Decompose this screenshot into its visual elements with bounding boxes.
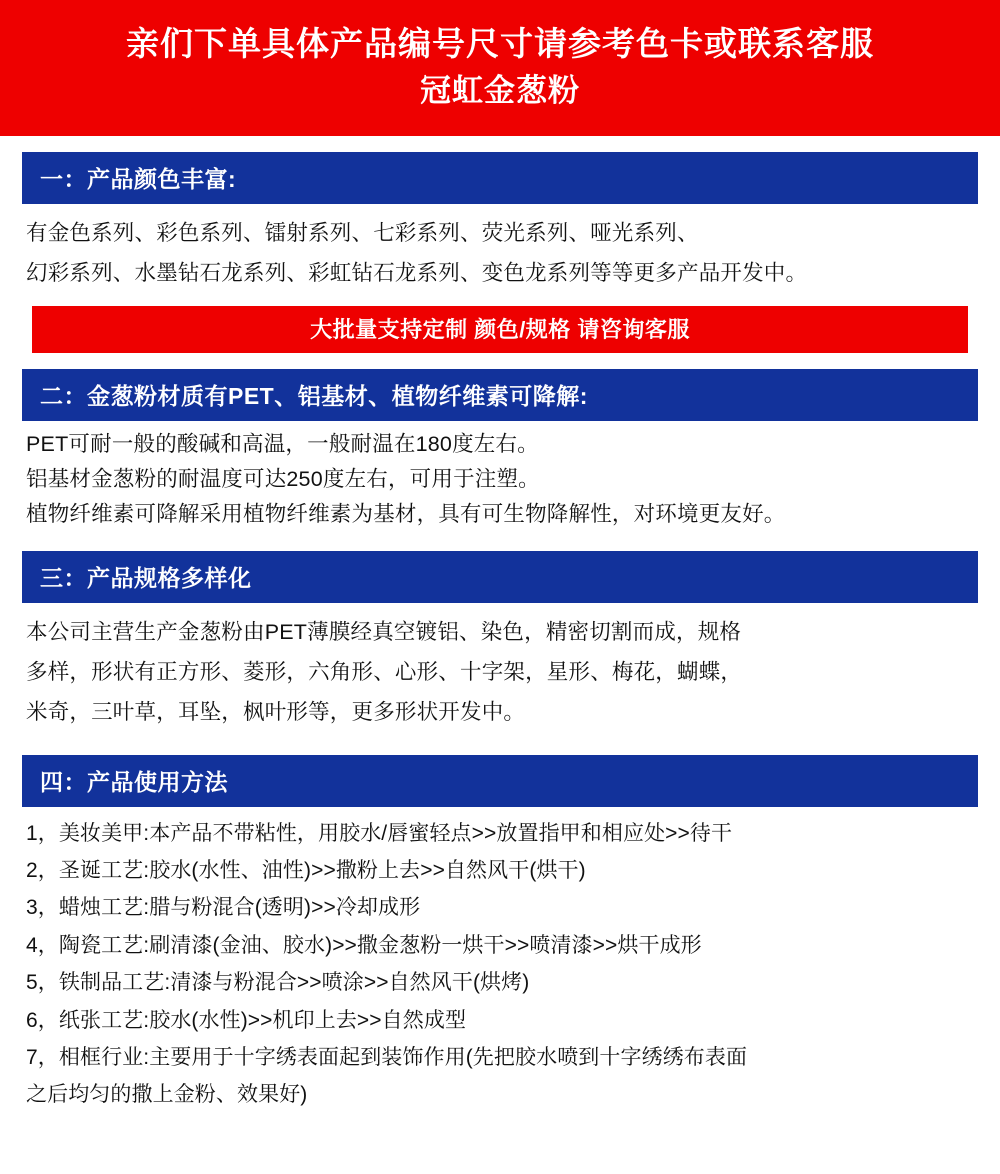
section-body-3 <box>22 603 978 740</box>
page-banner <box>0 0 1000 136</box>
section-heading-3: 三：产品规格多样化 <box>22 551 978 603</box>
section-body-3-line-2: 多样，形状有正方形、菱形，六角形、心形、十字架，星形、梅花，蝴蝶， <box>26 660 743 685</box>
section-body-3-line-1: 本公司主营生产金葱粉由PET薄膜经真空镀铝、染色，精密切割而成，规格 <box>26 620 742 645</box>
usage-item: 1，美妆美甲:本产品不带粘性，用胶水/唇蜜轻点>>放置指甲和相应处>>待干 <box>26 821 733 845</box>
section-body-1-line-2: 幻彩系列、水墨钻石龙系列、彩虹钻石龙系列、变色龙系列等等更多产品开发中。 <box>26 261 808 286</box>
section-body-2-line-3: 植物纤维素可降解采用植物纤维素为基材，具有可生物降解性，对环境更友好。 <box>26 501 786 526</box>
section-heading-4: 四：产品使用方法 <box>22 755 978 807</box>
usage-item: 4，陶瓷工艺:刷清漆(金油、胶水)>>撒金葱粉一烘干>>喷清漆>>烘干成形 <box>26 933 702 957</box>
section-body-2 <box>22 421 978 537</box>
usage-item: 3，蜡烛工艺:腊与粉混合(透明)>>冷却成形 <box>26 896 421 920</box>
usage-list <box>22 807 978 1114</box>
usage-item: 2，圣诞工艺:胶水(水性、油性)>>撒粉上去>>自然风干(烘干) <box>26 859 586 883</box>
usage-item: 6，纸张工艺:胶水(水性)>>机印上去>>自然成型 <box>26 1008 467 1032</box>
banner-brand: 冠虹金葱粉 <box>420 72 580 108</box>
custom-order-notice: 大批量支持定制 颜色/规格 请咨询客服 <box>32 306 968 353</box>
section-heading-1: 一：产品颜色丰富: <box>22 152 978 204</box>
banner-headline: 亲们下单具体产品编号尺寸请参考色卡或联系客服 <box>126 25 874 62</box>
usage-item: 7，相框行业:主要用于十字绣表面起到装饰作用(先把胶水喷到十字绣绣布表面 <box>26 1045 748 1069</box>
section-heading-2: 二：金葱粉材质有PET、铝基材、植物纤维素可降解: <box>22 369 978 421</box>
section-body-2-line-1: PET可耐一般的酸碱和高温，一般耐温在180度左右。 <box>26 431 539 456</box>
spacer-1 <box>22 537 978 551</box>
usage-item: 5，铁制品工艺:清漆与粉混合>>喷涂>>自然风干(烘烤) <box>26 971 530 995</box>
section-body-1-line-1: 有金色系列、彩色系列、镭射系列、七彩系列、荧光系列、哑光系列、 <box>26 221 699 246</box>
usage-item: 之后均匀的撒上金粉、效果好) <box>26 1083 308 1107</box>
section-body-1 <box>22 204 978 302</box>
spacer-2 <box>22 741 978 755</box>
section-body-2-line-2: 铝基材金葱粉的耐温度可达250度左右，可用于注塑。 <box>26 466 540 491</box>
section-body-3-line-3: 米奇，三叶草，耳坠，枫叶形等，更多形状开发中。 <box>26 699 526 724</box>
document-content <box>0 136 1000 1113</box>
